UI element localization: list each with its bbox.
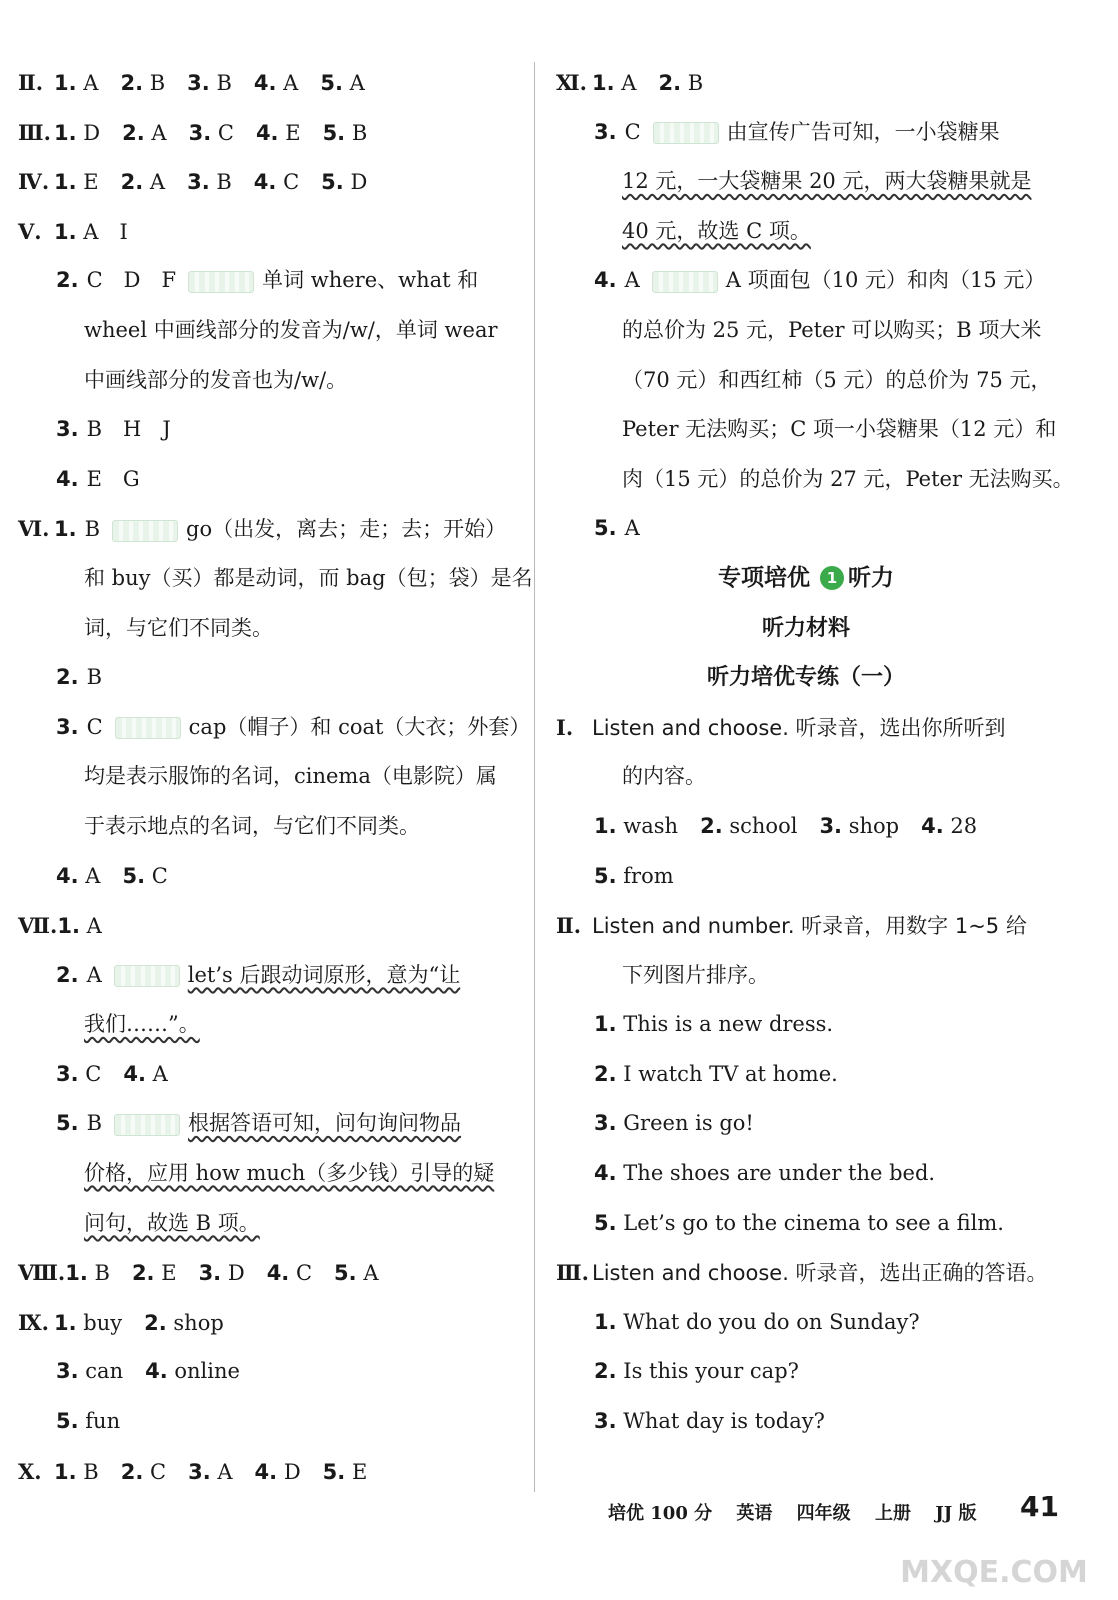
item-number: 3. <box>188 1459 211 1484</box>
text-line <box>556 207 1056 257</box>
answer-item <box>189 109 234 159</box>
answer-item <box>594 1099 754 1149</box>
answer-item <box>700 802 797 852</box>
item-number: 2. <box>594 1061 617 1086</box>
text-line <box>556 504 1056 554</box>
item-answer: B <box>216 170 232 195</box>
text-line <box>18 752 518 802</box>
item-number: 3. <box>188 120 212 145</box>
text-line <box>556 1248 1056 1298</box>
answer-item <box>267 1249 312 1299</box>
item-answer: D <box>83 120 101 145</box>
text-line <box>18 1248 518 1298</box>
item-answer: The shoes are under the bed. <box>623 1161 936 1186</box>
answer-item <box>132 1249 177 1299</box>
text-line <box>556 1397 1056 1447</box>
watermark-logo <box>894 1514 1094 1594</box>
item-answer: A <box>217 1459 233 1484</box>
text-line <box>18 306 518 356</box>
item-answer: This is a new dress. <box>623 1012 834 1037</box>
explanation-text: 的总价为 25 元，Peter 可以购买；B 项大米 <box>622 317 1042 342</box>
answer-item <box>54 59 98 109</box>
item-number: 2. <box>120 1459 144 1484</box>
subsection-title: 听力材料 <box>761 615 850 641</box>
answer-item <box>321 158 367 208</box>
text-line <box>556 1199 1056 1249</box>
text-line <box>18 504 518 554</box>
answer-item <box>594 802 678 852</box>
right-column <box>556 58 1074 1447</box>
page-number: 41 <box>1020 1490 1059 1523</box>
answer-item <box>57 902 101 952</box>
explanation-tag-icon <box>114 965 180 987</box>
answer-item <box>921 802 977 852</box>
item-answer: can <box>85 1359 124 1384</box>
text-line <box>556 653 1056 703</box>
item-answer: C <box>151 863 168 888</box>
item-number: 3. <box>198 1261 222 1286</box>
explanation-tag-icon <box>114 1114 180 1136</box>
item-number: 4. <box>56 466 79 491</box>
explanation-text: 由宣传广告可知，一小袋糖果 <box>726 119 1000 144</box>
item-answer: B <box>86 665 103 690</box>
item-answer: A <box>283 71 299 95</box>
section-number: Ⅱ. <box>18 70 44 95</box>
explanation-tag-icon <box>652 271 718 293</box>
item-number: 3. <box>56 714 79 739</box>
item-answer: E G <box>86 466 140 491</box>
explanation-text: 于表示地点的名词，与它们不同类。 <box>84 813 420 838</box>
text-line <box>556 1298 1056 1348</box>
item-number: 1. <box>54 120 77 145</box>
item-number: 2. <box>120 71 144 95</box>
text-line <box>556 306 1056 356</box>
text-line <box>18 802 518 852</box>
item-number: 3. <box>187 71 210 95</box>
item-number: 5. <box>594 1210 617 1235</box>
item-number: 4. <box>921 813 944 838</box>
text-line <box>556 752 1056 802</box>
item-number: 4. <box>266 1261 290 1286</box>
section-number: Ⅷ. <box>18 1260 66 1286</box>
explanation-tag-icon <box>188 271 254 293</box>
item-number: 3. <box>594 119 617 144</box>
item-number: 5. <box>56 1409 79 1434</box>
text-line <box>556 58 1056 108</box>
item-number: 3. <box>819 813 843 838</box>
explanation-text: go（出发，离去；走；去；开始） <box>186 517 507 542</box>
text-line <box>556 108 1056 158</box>
text-line <box>556 901 1056 951</box>
item-answer: from <box>623 863 674 888</box>
item-answer: B <box>86 1111 103 1136</box>
text-line <box>18 108 518 158</box>
item-number: 2. <box>658 71 682 95</box>
item-number: 1. <box>57 914 80 939</box>
answer-item <box>145 1347 240 1397</box>
text-line <box>556 1099 1056 1149</box>
explanation-tag-icon <box>112 520 178 542</box>
answer-item <box>658 59 703 109</box>
text-line <box>18 1149 518 1199</box>
answer-item <box>254 158 299 208</box>
footer-volume: 上册 <box>874 1503 911 1524</box>
item-number: 3. <box>594 1111 617 1136</box>
text-line <box>18 207 518 257</box>
item-answer: D <box>283 1459 301 1484</box>
item-number: 1. <box>54 219 77 244</box>
item-answer: A <box>349 71 365 95</box>
answer-item <box>123 1050 167 1100</box>
item-number: 5. <box>322 1459 346 1484</box>
item-number: 3. <box>56 1061 79 1086</box>
item-answer: wash <box>623 813 679 838</box>
answer-item <box>56 1050 101 1100</box>
explanation-tag-icon <box>653 122 719 144</box>
explanation-text: 和 buy（买）都是动词，而 bag（包；袋）是名 <box>84 565 533 590</box>
explanation-text: 均是表示服饰的名词，cinema（电影院）属 <box>84 764 497 789</box>
text-line <box>556 554 1056 604</box>
item-answer: C <box>150 1459 167 1484</box>
section-number: Ⅰ. <box>556 714 574 740</box>
item-number: 1. <box>54 1459 77 1484</box>
section-title-main: 专项培优 <box>718 564 810 591</box>
answer-item <box>56 1397 120 1447</box>
answer-item <box>120 59 165 109</box>
text-line <box>18 951 518 1001</box>
item-answer: fun <box>85 1409 121 1434</box>
item-answer: E <box>161 1261 177 1286</box>
item-number: 5. <box>334 1261 357 1286</box>
item-answer: C <box>624 119 641 144</box>
item-number: 1. <box>54 170 77 195</box>
answer-item <box>122 109 166 159</box>
answer-item <box>56 1347 123 1397</box>
item-number: 5. <box>56 1111 79 1136</box>
answer-item <box>122 852 167 902</box>
text-line <box>18 157 518 207</box>
item-answer: C <box>295 1261 313 1286</box>
item-number: 1. <box>65 1261 88 1286</box>
text-line <box>18 1050 518 1100</box>
watermark-text: MXQE.COM <box>900 1555 1088 1590</box>
answer-item <box>256 109 301 159</box>
item-answer: A <box>621 71 637 95</box>
column-divider <box>534 62 535 1492</box>
item-number: 5. <box>321 170 344 195</box>
explanation-text: 40 元，故选 C 项。 <box>622 218 811 243</box>
item-number: 4. <box>56 863 79 888</box>
item-answer: 28 <box>950 813 978 838</box>
text-line <box>556 1149 1056 1199</box>
answer-item <box>594 1298 920 1348</box>
answer-item <box>121 1448 166 1498</box>
answer-item <box>323 109 368 159</box>
item-answer: school <box>729 813 798 838</box>
answer-item <box>320 59 364 109</box>
item-answer: B <box>687 71 704 95</box>
question-instruction: Listen and choose. 听录音，选出你所听到 <box>592 715 1006 740</box>
item-answer: A I <box>83 219 128 244</box>
explanation-text: 的内容。 <box>622 764 706 789</box>
item-answer: B <box>216 71 232 95</box>
item-number: 2. <box>144 1310 167 1335</box>
item-number: 3. <box>56 1359 79 1384</box>
text-line <box>556 356 1056 406</box>
text-line <box>18 455 518 505</box>
item-number: 4. <box>594 268 617 293</box>
item-number: 5. <box>322 120 346 145</box>
answer-item <box>592 59 636 109</box>
item-answer: A <box>85 863 101 888</box>
text-line <box>18 1000 518 1050</box>
item-number: 2. <box>56 962 79 987</box>
item-answer: A <box>83 71 99 95</box>
item-answer: Is this your cap? <box>623 1359 799 1384</box>
item-answer: C <box>283 170 300 195</box>
item-number: 4. <box>145 1359 168 1384</box>
item-number: 1. <box>592 71 615 95</box>
explanation-text: let’s 后跟动词原形，意为“让 <box>187 962 461 987</box>
text-line <box>18 1397 518 1447</box>
item-number: 4. <box>253 71 277 95</box>
item-number: 5. <box>320 71 343 95</box>
text-line <box>556 455 1074 505</box>
section-number: Ⅲ. <box>556 1260 589 1286</box>
text-line <box>556 604 1056 654</box>
section-number: Ⅳ. <box>18 169 50 195</box>
text-line <box>556 1347 1056 1397</box>
section-number: Ⅺ. <box>556 70 587 95</box>
explanation-text: wheel 中画线部分的发音为/w/，单词 wear <box>84 317 498 342</box>
item-answer: B <box>149 71 166 95</box>
answer-item <box>188 1448 232 1498</box>
answer-item <box>594 1000 833 1050</box>
text-line <box>18 58 518 108</box>
answer-item <box>54 158 99 208</box>
text-line <box>18 1099 518 1149</box>
answer-item <box>594 1397 825 1447</box>
text-line <box>556 703 1056 753</box>
answer-item <box>187 59 232 109</box>
footer-subject: 英语 <box>736 1503 773 1524</box>
item-answer: B <box>83 1459 99 1484</box>
text-line <box>18 1199 518 1249</box>
text-line <box>18 356 518 406</box>
section-number: Ⅵ. <box>18 516 50 542</box>
item-number: 4. <box>123 1061 146 1086</box>
explanation-text: （70 元）和西红柿（5 元）的总价为 75 元， <box>622 367 1052 392</box>
item-answer: shop <box>848 813 900 838</box>
answer-item <box>594 1149 935 1199</box>
item-answer: E <box>351 1459 368 1484</box>
item-answer: C <box>86 714 103 739</box>
answer-item <box>594 1050 838 1100</box>
section-number: Ⅹ. <box>18 1458 42 1484</box>
text-line <box>556 802 1056 852</box>
section-number: Ⅸ. <box>18 1309 49 1335</box>
item-number: 3. <box>594 1409 617 1434</box>
item-number: 2. <box>131 1261 155 1286</box>
footer-grade: 四年级 <box>796 1503 851 1524</box>
question-instruction: Listen and number. 听录音，用数字 1~5 给 <box>592 914 1027 939</box>
answer-item <box>121 158 165 208</box>
explanation-text: 根据答语可知，问句询问物品 <box>188 1111 462 1136</box>
item-answer: C <box>217 120 234 145</box>
answer-item <box>199 1249 245 1299</box>
answer-item <box>594 1347 799 1397</box>
item-number: 1. <box>594 1012 617 1037</box>
item-answer: A <box>624 268 640 293</box>
explanation-text: 我们……”。 <box>84 1012 200 1037</box>
text-line <box>18 703 531 753</box>
explanation-text: 词，与它们不同类。 <box>84 615 273 640</box>
answer-item <box>254 59 298 109</box>
item-number: 4. <box>253 170 277 195</box>
item-answer: B <box>351 120 368 145</box>
item-number: 3. <box>56 417 79 442</box>
explanation-text: 单词 where、what 和 <box>262 268 479 293</box>
item-number: 3. <box>187 170 210 195</box>
item-answer: A <box>152 1061 168 1086</box>
item-answer: E <box>83 170 99 195</box>
text-line <box>18 554 533 604</box>
item-answer: A <box>624 516 640 541</box>
item-answer: Green is go! <box>623 1111 754 1136</box>
item-answer: What day is today? <box>623 1409 825 1434</box>
explanation-text: 问句，故选 B 项。 <box>84 1210 260 1235</box>
item-answer: I watch TV at home. <box>623 1061 838 1086</box>
answer-item <box>54 1448 99 1498</box>
explanation-text: A 项面包（10 元）和肉（15 元） <box>725 268 1046 293</box>
section-title-topic: 听力 <box>848 564 894 591</box>
text-line <box>18 1447 518 1497</box>
text-line <box>18 901 518 951</box>
footer-edition: JJ 版 <box>935 1503 977 1524</box>
text-line <box>556 951 1056 1001</box>
item-number: 1. <box>54 517 77 542</box>
answer-item <box>187 158 232 208</box>
answer-item <box>54 109 100 159</box>
item-answer: What do you do on Sunday? <box>623 1309 920 1334</box>
explanation-text: 下列图片排序。 <box>622 962 769 987</box>
explanation-text: cap（帽子）和 coat（大衣；外套） <box>188 714 531 739</box>
item-number: 4. <box>594 1161 617 1186</box>
item-number: 5. <box>594 516 617 541</box>
question-instruction: Listen and choose. 听录音，选出正确的答语。 <box>592 1261 1048 1286</box>
item-answer: C D F <box>86 268 177 293</box>
footer-book: 培优 100 分 <box>608 1503 713 1524</box>
item-number: 5. <box>122 863 146 888</box>
answer-item <box>255 1448 301 1498</box>
text-line <box>556 157 1056 207</box>
text-line <box>556 852 1056 902</box>
answer-item <box>594 852 674 902</box>
text-line <box>18 852 518 902</box>
text-line <box>556 1050 1056 1100</box>
text-line <box>18 256 518 306</box>
section-number: Ⅱ. <box>556 913 582 939</box>
item-number: 5. <box>594 863 617 888</box>
answer-item <box>594 1199 1004 1249</box>
item-answer: online <box>174 1359 240 1384</box>
item-answer: buy <box>83 1310 123 1335</box>
item-number: 4. <box>254 1459 278 1484</box>
item-number: 2. <box>594 1359 617 1384</box>
explanation-text: Peter 无法购买；C 项一小袋糖果（12 元）和 <box>622 417 1057 442</box>
left-column <box>18 58 533 1496</box>
explanation-text: 肉（15 元）的总价为 27 元，Peter 无法购买。 <box>622 466 1074 491</box>
item-number: 2. <box>700 813 723 838</box>
explanation-text: 12 元，一大袋糖果 20 元，两大袋糖果就是 <box>622 169 1032 194</box>
answer-item <box>144 1299 224 1349</box>
answer-item <box>334 1249 378 1299</box>
item-answer: A <box>86 962 102 987</box>
item-answer: A <box>151 120 167 145</box>
section-number: Ⅶ. <box>18 913 58 939</box>
subsection-title: 听力培优专练（一） <box>706 665 905 691</box>
item-answer: E <box>285 120 301 145</box>
text-line <box>556 1000 1056 1050</box>
item-number: 2. <box>120 170 144 195</box>
item-answer: C <box>85 1061 102 1086</box>
item-answer: D <box>227 1261 245 1286</box>
answer-item <box>65 1249 110 1299</box>
text-line <box>18 1298 518 1348</box>
answer-item <box>54 208 128 258</box>
item-number: 4. <box>255 120 279 145</box>
item-number: 1. <box>594 1309 617 1334</box>
answer-item <box>54 1299 122 1349</box>
item-number: 2. <box>122 120 145 145</box>
text-line <box>18 1347 518 1397</box>
item-answer: B H J <box>86 417 171 442</box>
answer-item <box>56 852 100 902</box>
text-line <box>556 256 1056 306</box>
section-number: Ⅲ. <box>18 119 51 145</box>
answer-item <box>819 802 899 852</box>
text-line <box>556 405 1056 455</box>
item-number: 1. <box>54 71 77 95</box>
text-line <box>18 604 518 654</box>
answer-item <box>323 1448 368 1498</box>
item-number: 1. <box>594 813 617 838</box>
item-answer: Let’s go to the cinema to see a film. <box>623 1210 1004 1235</box>
explanation-tag-icon <box>115 717 181 739</box>
item-answer: B <box>84 517 101 542</box>
item-number: 1. <box>54 1310 77 1335</box>
item-answer: A <box>363 1261 379 1286</box>
section-number: Ⅴ. <box>18 218 42 244</box>
item-answer: A <box>86 914 102 939</box>
item-number: 2. <box>56 665 79 690</box>
item-answer: A <box>149 170 166 195</box>
text-line <box>18 653 518 703</box>
section-badge-icon: 1 <box>820 566 844 590</box>
explanation-text: 中画线部分的发音也为/w/。 <box>84 367 348 392</box>
item-answer: B <box>94 1261 110 1286</box>
text-line <box>18 405 518 455</box>
item-answer: shop <box>173 1310 224 1335</box>
item-answer: D <box>350 170 368 195</box>
explanation-text: 价格，应用 how much（多少钱）引导的疑 <box>84 1161 495 1186</box>
item-number: 2. <box>56 268 79 293</box>
